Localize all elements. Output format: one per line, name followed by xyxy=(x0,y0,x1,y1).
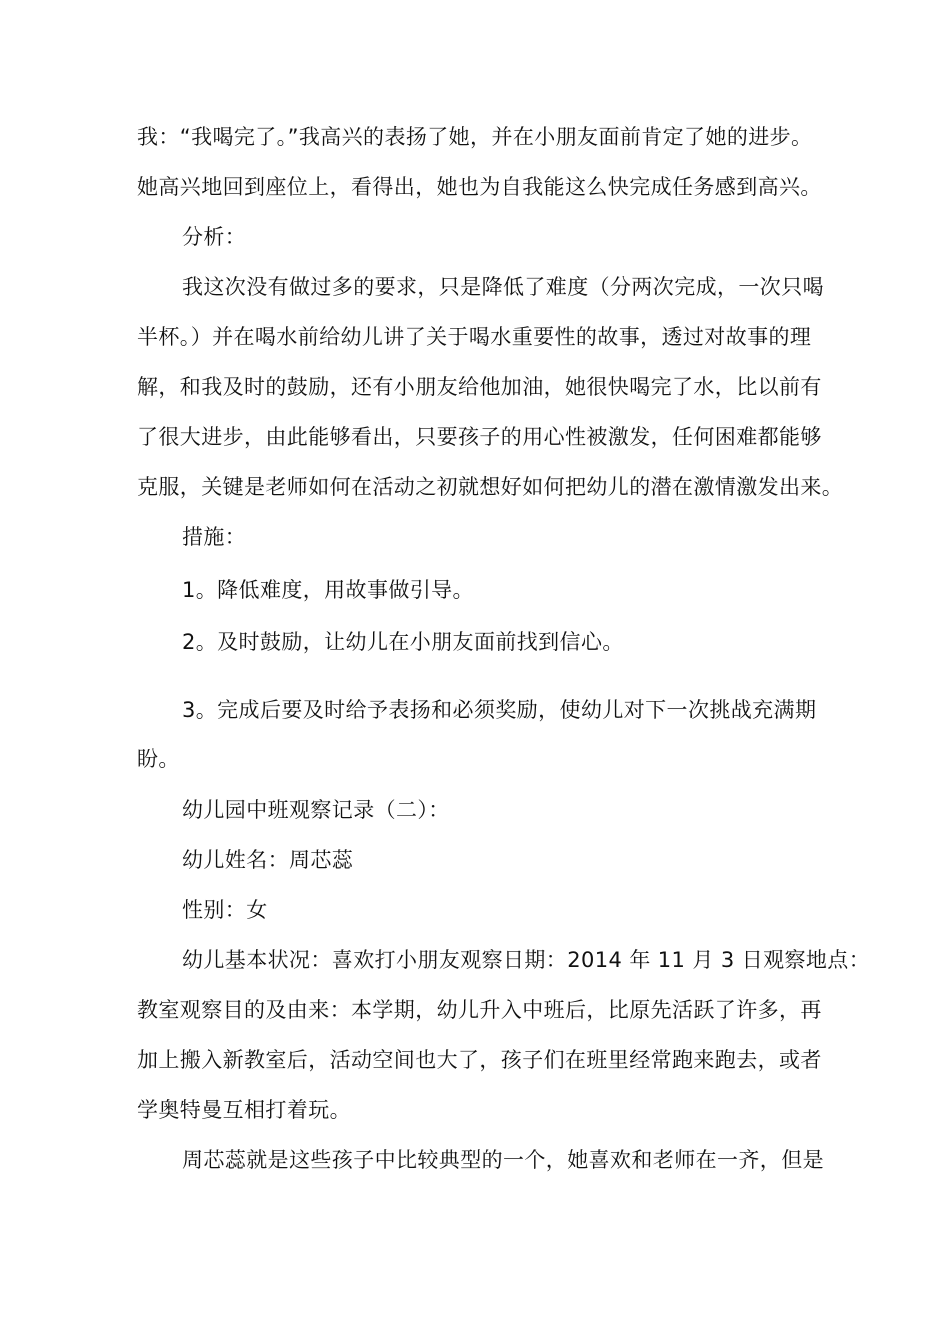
list-item: 2。及时鼓励，让幼儿在小朋友面前找到信心。 xyxy=(182,630,624,654)
text-line: 了很大进步，由此能够看出，只要孩子的用心性被激发，任何困难都能够 xyxy=(137,425,822,449)
section-heading: 分析： xyxy=(182,225,247,249)
text-line: 盼。 xyxy=(137,747,180,771)
text-line: 教室观察目的及由来：本学期，幼儿升入中班后，比原先活跃了许多，再 xyxy=(137,998,822,1022)
list-item: 1。降低难度，用故事做引导。 xyxy=(182,578,474,602)
text-line: 半杯。）并在喝水前给幼儿讲了关于喝水重要性的故事，透过对故事的理 xyxy=(137,325,812,349)
child-name: 幼儿姓名：周芯蕊 xyxy=(182,848,354,872)
text-line: 克服，关键是老师如何在活动之初就想好如何把幼儿的潜在激情激发出来。 xyxy=(137,475,844,499)
text-line: 学奥特曼互相打着玩。 xyxy=(137,1098,351,1122)
text-line: 解，和我及时的鼓励，还有小朋友给他加油，她很快喝完了水，比以前有 xyxy=(137,375,822,399)
text-line: 她高兴地回到座位上，看得出，她也为自我能这么快完成任务感到高兴。 xyxy=(137,175,822,199)
list-item: 3。完成后要及时给予表扬和必须奖励，使幼儿对下一次挑战充满期 xyxy=(182,698,817,722)
text-line: 幼儿基本状况：喜欢打小朋友观察日期：2014 年 11 月 3 日观察地点： xyxy=(182,948,871,972)
child-gender: 性别：女 xyxy=(182,898,268,922)
text-line: 我这次没有做过多的要求，只是降低了难度（分两次完成，一次只喝 xyxy=(182,275,824,299)
text-line: 周芯蕊就是这些孩子中比较典型的一个，她喜欢和老师在一齐，但是 xyxy=(182,1148,824,1172)
section-title: 幼儿园中班观察记录（二）： xyxy=(182,798,450,822)
text-line: 加上搬入新教室后，活动空间也大了，孩子们在班里经常跑来跑去，或者 xyxy=(137,1048,822,1072)
text-line: 我：“我喝完了。”我高兴的表扬了她，并在小朋友面前肯定了她的进步。 xyxy=(137,125,813,149)
section-heading: 措施： xyxy=(182,525,247,549)
